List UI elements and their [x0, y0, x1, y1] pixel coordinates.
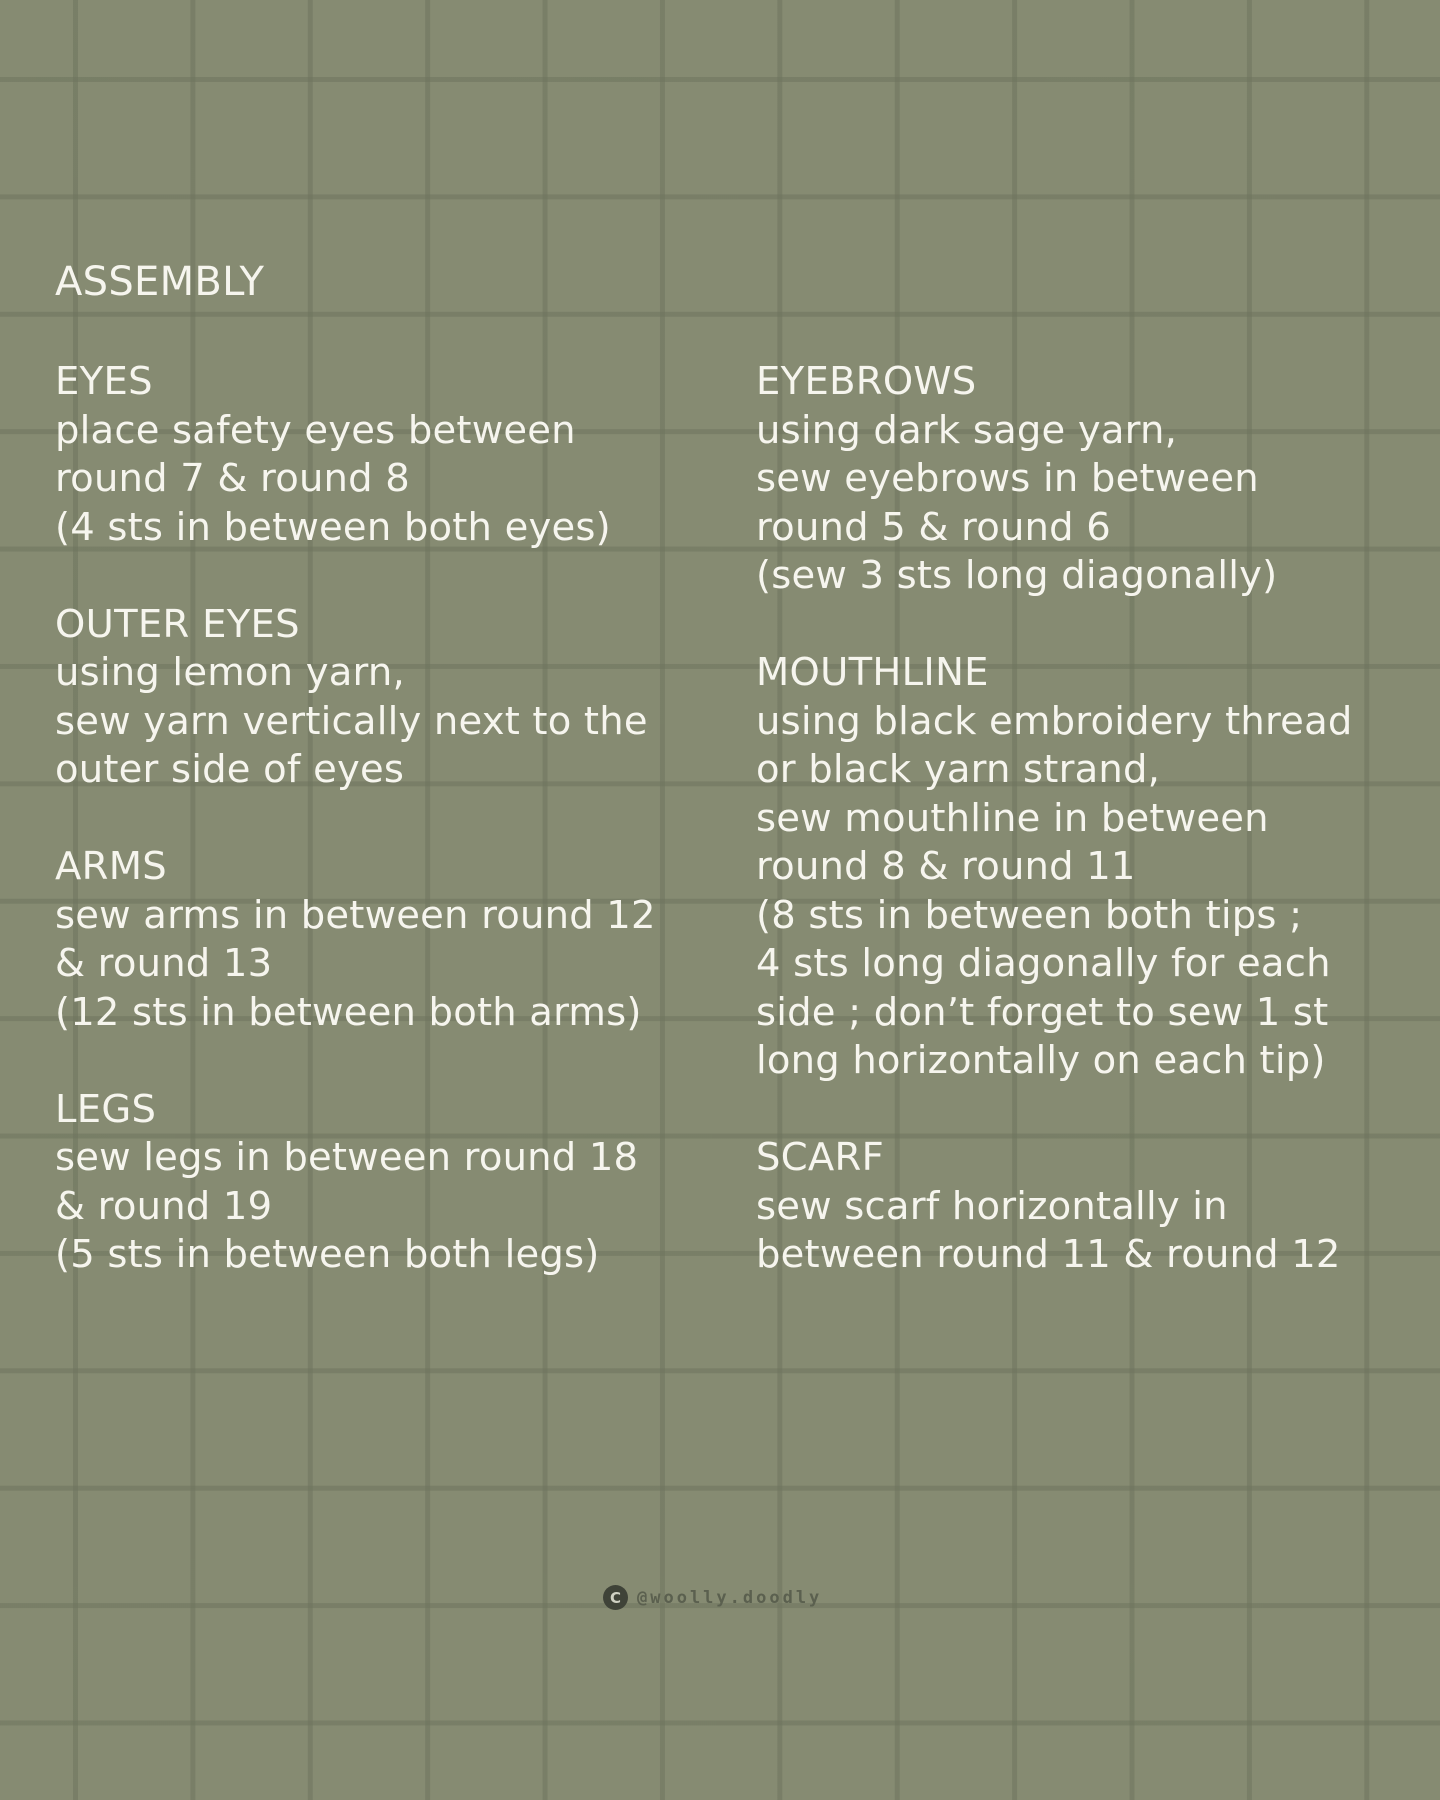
instruction-line: place safety eyes between [55, 407, 576, 453]
section-mouthline [756, 649, 1436, 1086]
instruction-line: 4 sts long diagonally for each [756, 941, 1331, 986]
instruction-line: (5 sts in between both legs) [55, 1232, 600, 1277]
section-eyes [55, 358, 695, 552]
instruction-line: long horizontally on each tip) [756, 1038, 1326, 1083]
instruction-line: using dark sage yarn, [756, 407, 1178, 453]
instruction-line: (sew 3 sts long diagonally) [756, 553, 1278, 598]
instruction-line: & round 19 [55, 1183, 273, 1229]
instruction-line: round 7 & round 8 [55, 456, 410, 501]
section-heading: MOUTHLINE [756, 650, 989, 695]
instruction-line: sew eyebrows in between [756, 456, 1259, 501]
instruction-line: side ; don’t forget to sew 1 st [756, 989, 1329, 1035]
section-outer-eyes [55, 601, 695, 795]
instruction-line: using black embroidery thread [756, 698, 1353, 744]
instruction-line: sew yarn vertically next to the [55, 698, 648, 744]
instruction-line: round 8 & round 11 [756, 844, 1136, 889]
left-column [55, 358, 695, 1328]
instruction-line: sew scarf horizontally in [756, 1183, 1228, 1229]
copyright-credit [603, 1585, 822, 1610]
section-heading: EYES [55, 359, 153, 404]
section-arms [55, 843, 695, 1037]
instruction-line: (12 sts in between both arms) [55, 989, 642, 1035]
instruction-line: (8 sts in between both tips ; [756, 892, 1303, 938]
instruction-line: outer side of eyes [55, 747, 405, 792]
section-heading: LEGS [55, 1086, 157, 1132]
page-title: ASSEMBLY [55, 259, 265, 305]
instruction-line: sew mouthline in between [756, 795, 1269, 841]
section-heading: OUTER EYES [55, 601, 300, 647]
section-legs [55, 1086, 695, 1280]
instruction-line: using lemon yarn, [55, 650, 405, 695]
section-eyebrows [756, 358, 1436, 601]
instruction-line: or black yarn strand, [756, 747, 1161, 792]
instruction-line: (4 sts in between both eyes) [55, 504, 611, 550]
section-heading: EYEBROWS [756, 359, 977, 404]
copyright-icon: C [603, 1585, 628, 1610]
instruction-line: & round 13 [55, 941, 273, 986]
right-column [756, 358, 1436, 1328]
credit-handle: @woolly.doodly [637, 1587, 823, 1608]
instruction-line: sew arms in between round 12 [55, 892, 656, 938]
section-scarf [756, 1134, 1436, 1280]
section-heading: ARMS [55, 844, 167, 889]
instruction-line: sew legs in between round 18 [55, 1135, 639, 1180]
section-heading: SCARF [756, 1135, 885, 1180]
instruction-line: between round 11 & round 12 [756, 1232, 1341, 1277]
instruction-line: round 5 & round 6 [756, 504, 1111, 550]
